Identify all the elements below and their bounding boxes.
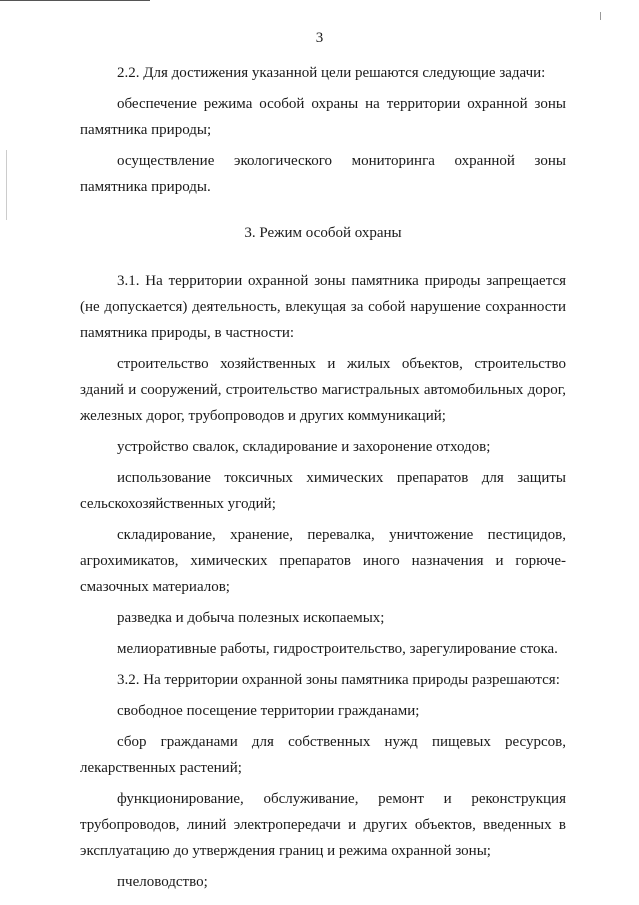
list-item: строительство хозяйственных и жилых объектов, строительство зданий и сооружений, строительство магистральных автомобильных дорог, железных дорог, трубопроводов и других коммуникаций;	[80, 356, 566, 424]
list-item: использование токсичных химических препаратов для защиты сельскохозяйственных угодий;	[80, 470, 566, 512]
list-item: устройство свалок, складирование и захоронение отходов;	[117, 439, 491, 455]
list-item: свободное посещение территории гражданами;	[117, 703, 420, 719]
paragraph: 3.1. На территории охранной зоны памятника природы запрещается (не допускается) деятельность, влекущая за собой нарушение сохранности памятника природы, в частности:	[80, 273, 566, 341]
document-body	[80, 60, 566, 900]
page-number: 3	[315, 30, 324, 46]
list-item: сбор гражданами для собственных нужд пищевых ресурсов, лекарственных растений;	[80, 734, 566, 776]
list-item: разведка и добыча полезных ископаемых;	[117, 610, 385, 626]
task-item-monitoring: осуществление экологического мониторинга охранной зоны памятника природы.	[80, 153, 566, 195]
paragraph-2-2: 2.2. Для достижения указанной цели решаются следующие задачи:	[117, 65, 546, 81]
scan-artifact	[6, 150, 7, 220]
list-item: функционирование, обслуживание, ремонт и реконструкция трубопроводов, линий электропередачи и других объектов, введенных в эксплуатацию до утверждения границ и режима охранной зоны;	[80, 791, 566, 859]
list-item: мелиоративные работы, гидростроительство, зарегулирование стока.	[117, 641, 558, 657]
list-item: пчеловодство;	[117, 874, 208, 890]
list-item: складирование, хранение, перевалка, уничтожение пестицидов, агрохимикатов, химических препаратов иного назначения и горюче-смазочных материалов;	[80, 527, 566, 595]
task-item-protection: обеспечение режима особой охраны на территории охранной зоны памятника природы;	[80, 96, 566, 138]
top-border-line	[0, 0, 150, 1]
scan-artifact	[600, 12, 601, 20]
section-heading: 3. Режим особой охраны	[244, 225, 402, 241]
paragraph: 3.2. На территории охранной зоны памятника природы разрешаются:	[117, 672, 560, 688]
